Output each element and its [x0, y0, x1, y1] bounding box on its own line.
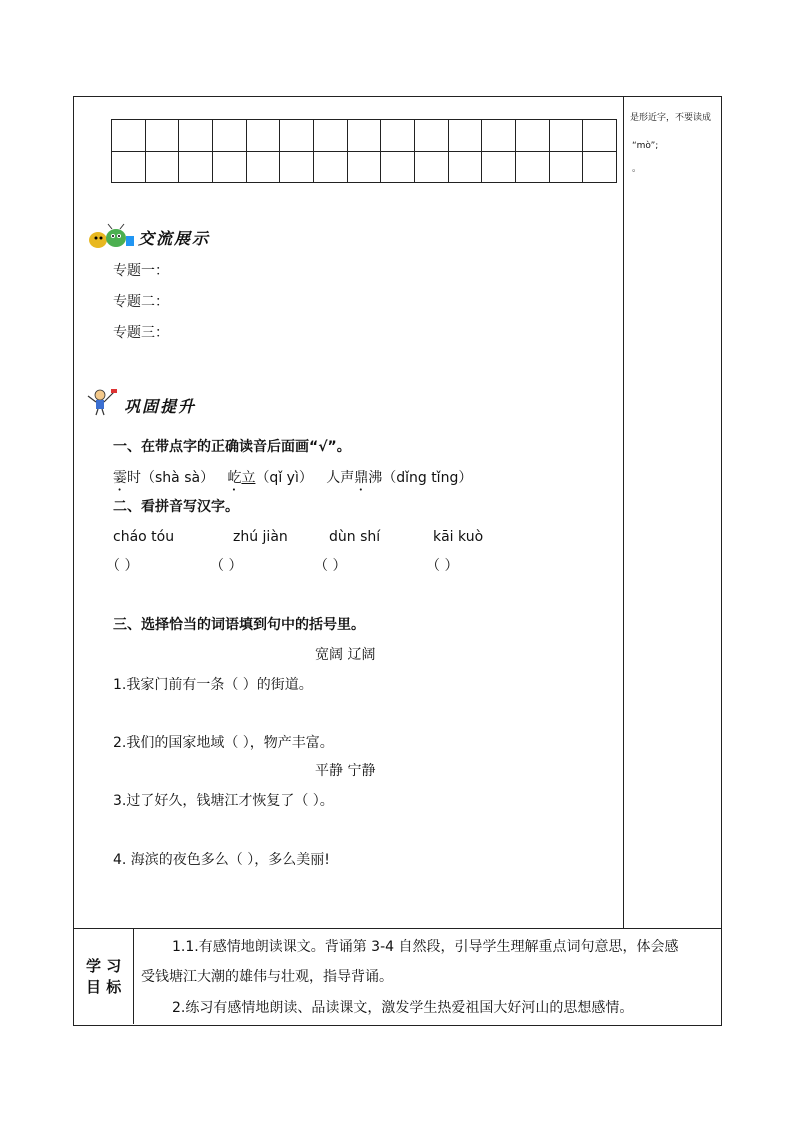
topic-3: 专题三： [113, 325, 169, 341]
grid-cell[interactable] [448, 120, 482, 152]
side-column-divider [623, 96, 624, 928]
q3-word-pair-2: 平静 宁静 [315, 763, 376, 779]
grid-cell[interactable] [212, 151, 246, 183]
grid-cell[interactable] [381, 151, 415, 183]
cartoon-characters-icon [86, 222, 136, 250]
grid-cell[interactable] [246, 120, 280, 152]
grid-cell[interactable] [179, 120, 213, 152]
topic-2: 专题二： [113, 294, 169, 310]
grid-cell[interactable] [482, 120, 516, 152]
q1-item-1: 霎时（shà sà） [113, 470, 215, 486]
goals-label-line1: 学 习 [86, 957, 122, 975]
topic-1: 专题一： [113, 263, 169, 279]
grid-cell[interactable] [515, 120, 549, 152]
q1-item-2: 屹立（qǐ yì） [227, 470, 313, 486]
grid-cell[interactable] [112, 151, 146, 183]
grid-cell[interactable] [246, 151, 280, 183]
goals-label-divider [133, 928, 134, 1024]
q2-pinyin-4: kāi kuò [433, 529, 484, 545]
grid-cell[interactable] [381, 120, 415, 152]
exchange-section-title: 交流展示 [138, 229, 211, 248]
q3-heading: 三、选择恰当的词语填到句中的括号里。 [113, 617, 365, 633]
q2-pinyin-2: zhú jiàn [233, 529, 288, 545]
q2-pinyin-3: dùn shí [329, 529, 381, 545]
q1-heading: 一、在带点字的正确读音后面画“√”。 [113, 439, 351, 455]
grid-cell[interactable] [313, 120, 347, 152]
grid-cell[interactable] [212, 120, 246, 152]
q1-item-3: 人声鼎沸（dǐng tǐng） [326, 470, 473, 486]
q3-sentence-3: 3.过了好久，钱塘江才恢复了（ ）。 [113, 793, 334, 809]
grid-cell[interactable] [179, 151, 213, 183]
grid-cell[interactable] [313, 151, 347, 183]
q3-word-pair-1: 宽阔 辽阔 [315, 647, 376, 663]
q2-blank-2[interactable]: （ ） [210, 558, 243, 574]
grid-cell[interactable] [515, 151, 549, 183]
grid-cell[interactable] [549, 151, 583, 183]
grid-cell[interactable] [112, 120, 146, 152]
grid-cell[interactable] [448, 151, 482, 183]
q2-heading: 二、看拼音写汉字。 [113, 499, 239, 515]
goal-1-line-a: 1.1.有感情地朗读课文。背诵第 3-4 自然段，引导学生理解重点词句意思，体会感 [172, 939, 679, 955]
q2-pinyin-1: cháo tóu [113, 529, 175, 545]
side-note-line3: 。 [632, 164, 642, 174]
goals-label-line2: 目 标 [86, 978, 122, 996]
q2-blank-4[interactable]: （ ） [426, 558, 459, 574]
grid-cell[interactable] [583, 151, 617, 183]
grid-cell[interactable] [145, 151, 179, 183]
grid-cell[interactable] [280, 120, 314, 152]
grid-cell[interactable] [482, 151, 516, 183]
goals-divider [73, 928, 721, 929]
goal-1-line-b: 受钱塘江大潮的雄伟与壮观，指导背诵。 [141, 969, 393, 985]
grid-cell[interactable] [347, 120, 381, 152]
grid-cell[interactable] [280, 151, 314, 183]
q3-sentence-4: 4. 海滨的夜色多么（ ），多么美丽! [113, 852, 330, 868]
grid-cell[interactable] [414, 151, 448, 183]
q3-sentence-2: 2.我们的国家地域（ ），物产丰富。 [113, 735, 334, 751]
grid-cell[interactable] [414, 120, 448, 152]
q3-sentence-1: 1.我家门前有一条（ ）的街道。 [113, 677, 313, 693]
grid-cell[interactable] [347, 151, 381, 183]
writing-grid [111, 119, 617, 183]
grid-cell[interactable] [145, 120, 179, 152]
q2-blank-3[interactable]: （ ） [314, 558, 347, 574]
q1-items-row [113, 469, 472, 494]
goal-2: 2.练习有感情地朗读、品读课文，激发学生热爱祖国大好河山的思想感情。 [172, 1000, 634, 1016]
grid-cell[interactable] [583, 120, 617, 152]
q2-blank-1[interactable]: （ ） [106, 558, 139, 574]
consolidate-section-title: 巩固提升 [124, 397, 197, 416]
side-note-line1: 是形近字，不要读成 [630, 113, 712, 123]
side-note-line2: “mò”; [632, 141, 659, 151]
grid-cell[interactable] [549, 120, 583, 152]
cartoon-figure-icon [86, 386, 118, 416]
